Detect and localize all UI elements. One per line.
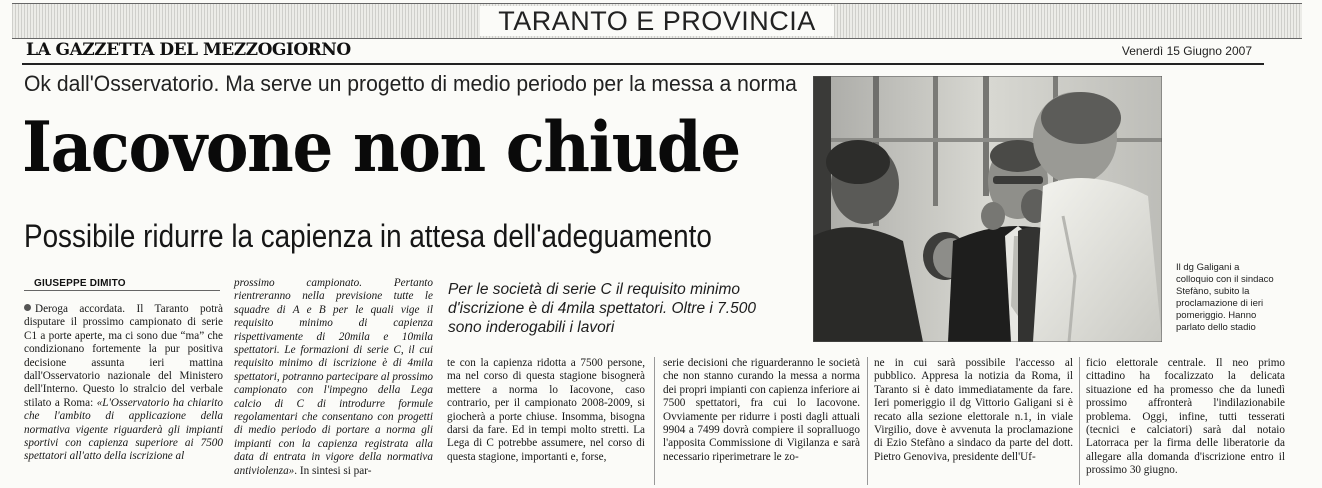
article-column-5: ne in cui sarà possibile l'accesso al pubblico. Appresa la notizia da Roma, il Taranto si è dato immediatamente da fare. Ieri pomeriggio il dg Vittorio Galigani si è recato alla sezione elettorale n.1, in viale Virgilio, dove è avvenuta la proclamazione di Ezio Stefàno a sindaco da parte del dott. Pietro Genoviva, presidente dell'Uf- xyxy=(874,357,1073,463)
column-2-text: . In sintesi si par- xyxy=(294,464,372,477)
column-1-lead: Deroga accordata. Il Taranto potrà disputare il prossimo campionato di serie C1 a porte aperte, ma ci sono due “ma” che condizionano fortemente la pur positiva decisione assunta ieri mattina dall'Osservatorio nazionale del Ministero dell'Interno. Questo lo stralcio del verbale stilato a Roma: xyxy=(24,303,223,409)
section-banner xyxy=(12,3,1302,39)
section-title: TARANTO E PROVINCIA xyxy=(12,4,1302,38)
newspaper-name: LA GAZZETTA DEL MEZZOGIORNO xyxy=(26,40,351,60)
article-column-3: te con la capienza ridotta a 7500 persone, ma nel corso di questa stagione bisognerà mettere a norma lo Iacovone, caso contrario, per il campionato 2008-2009, si giocherà a porte chiuse. Insomma, bisogna darsi da fare. Ed in tempi molto stretti. La Lega di C potrebbe assumere, nel corso di questa stagione, importanti e, forse, xyxy=(447,357,645,463)
column-1-quote: «L'Osservatorio ha chiarito che l'ambito di applicazione della normativa vigente riguarderà gli impianti sportivi con capienza superiore ai 7500 spettatori all'atto della iscrizione al xyxy=(24,396,223,463)
photo-illustration xyxy=(813,76,1162,342)
byline: GIUSEPPE DIMITO xyxy=(34,278,126,289)
article-column-6: ficio elettorale centrale. Il neo primo cittadino ha focalizzato la delicata situazione ed ha promesso che da lunedì prossimo affronterà l'indilazionabile problema. Oggi, infine, tutti tesserati (tecnici e calciatori) sarà dal notaio Latorraca per la firma delle liberatorie da allegare alla domanda d'iscrizione entro il prossimo 30 giugno. xyxy=(1086,357,1285,477)
article-headline: Iacovone non chiude xyxy=(22,107,740,188)
article-kicker: Ok dall'Osservatorio. Ma serve un progetto di medio periodo per la messa a norma xyxy=(24,71,797,96)
pull-quote: Per le società di serie C il requisito minimo d'iscrizione è di 4mila spettatori. Oltre i 7.500 sono inderogabili i lavori xyxy=(448,281,756,336)
column-2-quote: prossimo campionato. Pertanto rientreranno nella previsione tutte le squadre di A e B per le quali vige il requisito minimo di capienza rispettivamente di 20mila e 10mila spettatori. Le formazioni di serie C, il cui requisito minimo di iscrizione è di 4mila spettatori, potranno partecipare al prossimo campionato con l'impegno della Lega calcio di C di introdurre formule regolamentari che consentano con progetti di medio periodo di portare a norma gli impianti con la capienza registrata alla data di entrata in vigore della normativa antiviolenza» xyxy=(234,277,433,477)
article-subhead: Possibile ridurre la capienza in attesa dell'adeguamento xyxy=(24,218,712,254)
column-rule xyxy=(1079,357,1080,485)
column-rule xyxy=(867,357,868,485)
bullet-icon xyxy=(24,304,31,311)
article-column-4: serie decisioni che riguarderanno le società che non stanno curando la messa a norma dei propri impianti con capienza inferiore ai 7500 spettatori, fra cui lo Iacovone. Ovviamente per ridurre i posti dagli attuali 9904 a 7499 dovrà compiere il sopralluogo l'apposita Commissione di Vigilanza e sarà necessario riperimetrare le zo- xyxy=(663,357,860,463)
column-rule xyxy=(654,357,655,485)
news-photo xyxy=(813,76,1162,342)
article-column-2 xyxy=(234,277,433,478)
article-column-1 xyxy=(24,303,223,464)
photo-caption: Il dg Galigani a colloquio con il sindaco Stefàno, subito la proclamazione di ieri pomeriggio. Hanno parlato dello stadio xyxy=(1176,262,1274,333)
masthead-rule xyxy=(22,63,1264,65)
issue-date: Venerdì 15 Giugno 2007 xyxy=(1121,44,1252,58)
byline-rule xyxy=(24,290,220,291)
